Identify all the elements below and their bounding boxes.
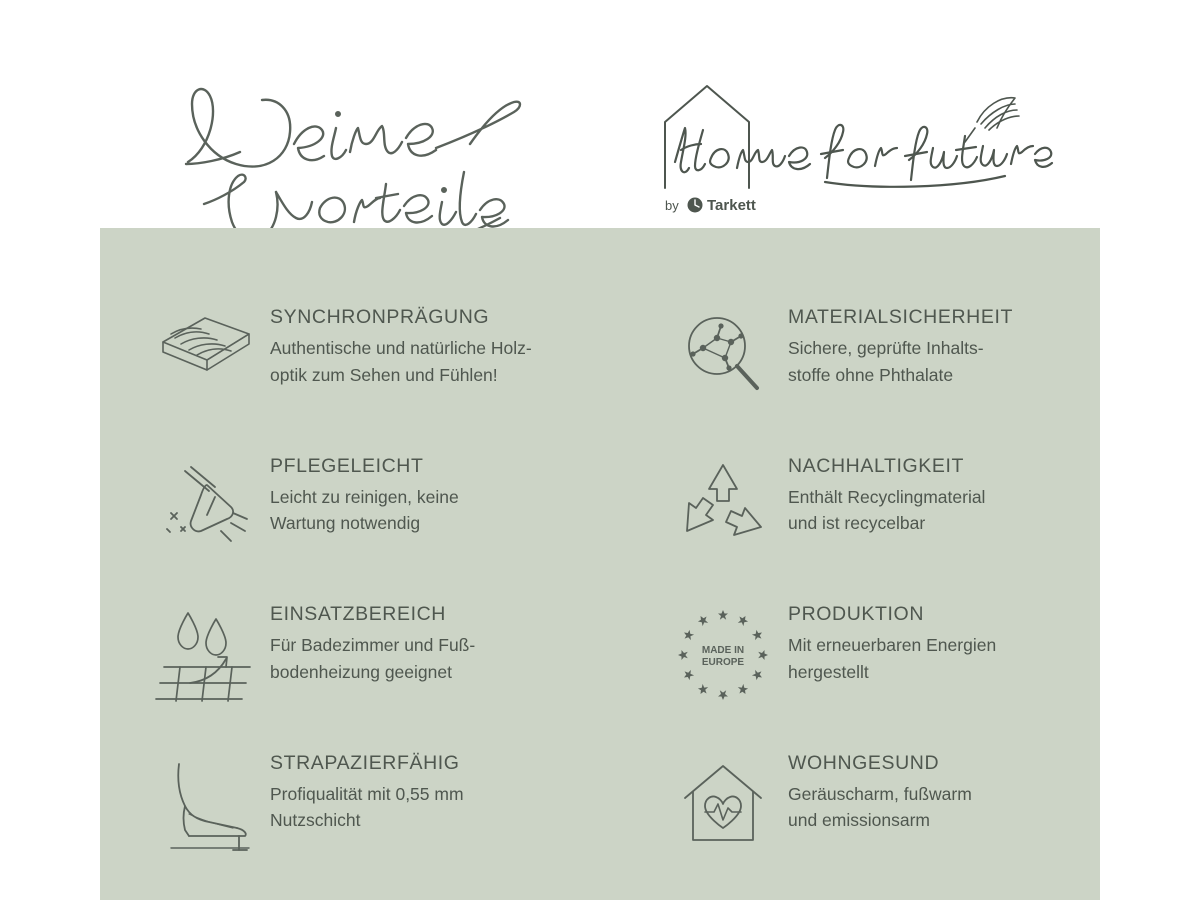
feature-item <box>610 455 1100 604</box>
feature-item <box>100 752 610 900</box>
feature-description-line: optik zum Sehen und Fühlen! <box>270 364 498 385</box>
house-heartbeat-icon <box>668 752 778 852</box>
feature-description <box>270 781 464 834</box>
feature-title: WOHNGESUND <box>788 751 940 774</box>
feature-description <box>270 632 475 685</box>
feature-description-line: Profiqualität mit 0,55 mm <box>270 783 464 804</box>
feature-description <box>788 781 972 834</box>
badge-line-2: EUROPE <box>701 657 744 668</box>
feature-description-line: Wartung notwendig <box>270 513 421 534</box>
feature-description <box>270 335 532 388</box>
feature-description-line: Authentische und natürliche Holz- <box>270 338 532 358</box>
benefits-panel <box>100 228 1100 900</box>
feature-title: PRODUKTION <box>788 603 925 625</box>
feature-description-line: hergestellt <box>788 661 869 682</box>
feature-title: PFLEGELEICHT <box>270 454 424 477</box>
mop-cleaning-icon <box>150 455 260 555</box>
feature-description-line: Nutzschicht <box>270 810 361 831</box>
feature-text <box>260 603 475 685</box>
feature-item <box>610 603 1100 752</box>
feature-text <box>260 306 532 388</box>
feature-description <box>788 632 996 685</box>
feature-title: STRAPAZIERFÄHIG <box>270 751 460 774</box>
feature-description-line: Geräuscharm, fußwarm <box>788 783 972 804</box>
feature-text <box>778 306 1013 388</box>
made-in-europe-icon <box>668 603 778 703</box>
feature-title: MATERIALSICHERHEIT <box>788 306 1013 328</box>
feature-text <box>260 455 459 537</box>
header <box>0 0 1200 228</box>
water-drops-floor-icon <box>150 603 260 703</box>
badge-line-1: MADE IN <box>701 645 744 656</box>
feature-description-line: Sichere, geprüfte Inhalts- <box>788 338 984 358</box>
feature-item <box>610 752 1100 900</box>
feature-item <box>100 455 610 604</box>
feature-description-line: bodenheizung geeignet <box>270 661 452 682</box>
feature-description <box>270 484 459 537</box>
feature-item <box>100 603 610 752</box>
feature-item <box>610 306 1100 455</box>
feature-description <box>788 484 985 537</box>
feature-title: SYNCHRONPRÄGUNG <box>270 306 490 328</box>
wood-plank-icon <box>150 306 260 406</box>
recycling-arrows-icon <box>668 455 778 555</box>
feature-description-line: und ist recycelbar <box>788 513 926 534</box>
feature-text <box>778 752 972 834</box>
high-heel-shoe-icon <box>150 752 260 852</box>
magnifier-molecule-icon <box>668 306 778 406</box>
feature-description-line: und emissionsarm <box>788 810 930 831</box>
feature-description-line: stoffe ohne Phthalate <box>788 364 954 385</box>
ginkgo-leaf-icon <box>965 98 1019 142</box>
brand-company: Tarkett <box>707 197 756 214</box>
feature-description-line: Enthält Recyclingmaterial <box>788 486 986 507</box>
feature-description <box>788 335 1013 388</box>
feature-text <box>260 752 464 834</box>
feature-description-line: Mit erneuerbaren Energien <box>788 635 997 655</box>
feature-title: NACHHALTIGKEIT <box>788 454 964 477</box>
brand-byline: by <box>665 198 679 213</box>
feature-title: EINSATZBEREICH <box>270 603 446 625</box>
feature-description-line: Für Badezimmer und Fuß- <box>270 635 476 655</box>
feature-description-line: Leicht zu reinigen, keine <box>270 486 459 507</box>
brand-logo <box>655 70 1055 215</box>
benefits-grid <box>100 228 1100 900</box>
feature-text <box>778 603 996 685</box>
feature-item <box>100 306 610 455</box>
feature-text <box>778 455 985 537</box>
